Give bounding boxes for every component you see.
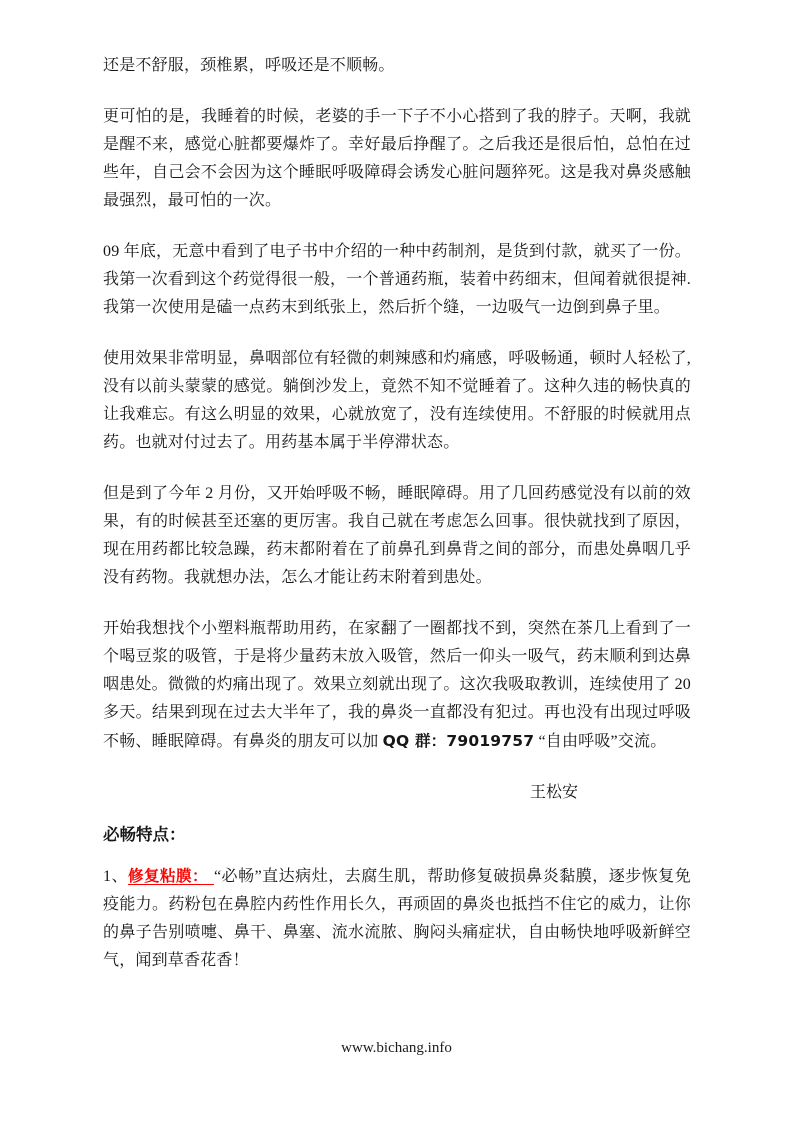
text-line: [103, 536, 691, 564]
text-segment: 果，有的时候甚至还塞的更厉害。我自己就在考虑怎么回事。很快就找到了原因，: [103, 513, 691, 530]
text-line: [103, 401, 691, 429]
paragraph: [103, 862, 691, 975]
text-line: [103, 699, 691, 727]
text-line: [103, 615, 691, 643]
text-segment: 让我难忘。有这么明显的效果，心就放宽了，没有连续使用。不舒服的时候就用点: [103, 406, 691, 423]
text-segment: 咽患处。微微的灼痛出现了。效果立刻就出现了。这次我吸取教训，连续使用了 20: [103, 676, 691, 693]
text-segment: 些年，自己会不会因为这个睡眠呼吸障碍会诱发心脏问题猝死。这是我对鼻炎感触: [103, 164, 691, 181]
paragraph: [103, 345, 691, 457]
text-segment: 最强烈，最可怕的一次。: [103, 192, 282, 209]
text-segment: 开始我想找个小塑料瓶帮助用药，在家翻了一圈都找不到，突然在茶几上看到了一: [103, 620, 691, 637]
bold-qq-group: QQ 群：79019757: [382, 732, 535, 750]
text-line: [103, 131, 691, 159]
text-segment: 没有以前头蒙蒙的感觉。躺倒沙发上，竟然不知不觉睡着了。这种久违的畅快真的: [103, 378, 691, 395]
text-line: [103, 187, 691, 215]
text-line: [103, 294, 691, 322]
text-segment: 气，闻到草香花香！: [103, 952, 249, 969]
text-line: [103, 671, 691, 699]
text-segment: “必畅”直达病灶，去腐生肌，帮助修复破损鼻炎黏膜，逐步恢复免: [213, 868, 691, 885]
document-body: [103, 52, 691, 998]
text-line: [103, 919, 691, 947]
text-line: [103, 564, 691, 592]
text-segment: 1、: [103, 868, 129, 885]
text-segment: “自由呼吸”交流。: [534, 733, 667, 750]
text-segment: 不畅、睡眠障碍。有鼻炎的朋友可以加: [103, 733, 383, 750]
text-line: [103, 643, 691, 671]
paragraph: [103, 480, 691, 592]
highlighted-red-term: 修复粘膜：: [128, 867, 214, 885]
text-segment: 是醒不来，感觉心脏都要爆炸了。幸好最后挣醒了。之后我还是很后怕，总怕在过: [103, 136, 691, 153]
text-segment: 09 年底，无意中看到了电子书中介绍的一种中药制剂，是货到付款，就买了一份。: [103, 243, 691, 260]
text-segment: 我第一次看到这个药觉得很一般，一个普通药瓶，装着中药细末，但闻着就很提神.: [103, 271, 691, 288]
text-line: [103, 429, 691, 457]
text-line: [103, 947, 691, 975]
text-line: [103, 727, 691, 756]
text-segment: 我第一次使用是磕一点药末到纸张上，然后折个缝，一边吸气一边倒到鼻子里。: [103, 299, 671, 316]
text-line: [103, 373, 691, 401]
text-segment: 更可怕的是，我睡着的时候，老婆的手一下子不小心搭到了我的脖子。天啊，我就: [103, 108, 691, 125]
text-segment: 还是不舒服，颈椎累，呼吸还是不顺畅。: [103, 57, 395, 74]
text-line: [103, 238, 691, 266]
text-line: [103, 266, 691, 294]
footer-url: www.bichang.info: [341, 1040, 452, 1056]
text-segment: 现在用药都比较急躁，药末都附着在了前鼻孔到鼻背之间的部分，而患处鼻咽几乎: [103, 541, 691, 558]
text-segment: 的鼻子告别喷嚏、鼻干、鼻塞、流水流脓、胸闷头痛症状，自由畅快地呼吸新鲜空: [103, 924, 691, 941]
text-segment: 使用效果非常明显，鼻咽部位有轻微的刺辣感和灼痛感，呼吸畅通，顿时人轻松了,: [103, 350, 691, 367]
text-line: [103, 508, 691, 536]
text-line: [103, 891, 691, 919]
text-line: [103, 480, 691, 508]
text-segment: 个喝豆浆的吸管，于是将少量药末放入吸管，然后一仰头一吸气，药末顺利到达鼻: [103, 648, 691, 665]
text-line: [103, 103, 691, 131]
paragraph: [103, 615, 691, 756]
text-line: [103, 159, 691, 187]
text-segment: 药。也就对付过去了。用药基本属于半停滞状态。: [103, 434, 460, 451]
text-segment: 多天。结果到现在过去大半年了，我的鼻炎一直都没有犯过。再也没有出现过呼吸: [103, 704, 691, 721]
text-line: [103, 52, 691, 80]
paragraph: [103, 52, 691, 80]
text-segment: 没有药物。我就想办法，怎么才能让药末附着到患处。: [103, 569, 492, 586]
signature: 王松安: [530, 784, 579, 801]
text-line: [103, 345, 691, 373]
heading: 必畅特点：: [103, 825, 186, 844]
paragraph: [103, 103, 691, 215]
paragraph: [103, 238, 691, 322]
text-segment: 但是到了今年 2 月份，又开始呼吸不畅，睡眠障碍。用了几回药感觉没有以前的效: [103, 485, 691, 502]
text-segment: 疫能力。药粉包在鼻腔内药性作用长久，再顽固的鼻炎也抵挡不住它的威力，让你: [103, 896, 691, 913]
text-line: [103, 862, 691, 891]
